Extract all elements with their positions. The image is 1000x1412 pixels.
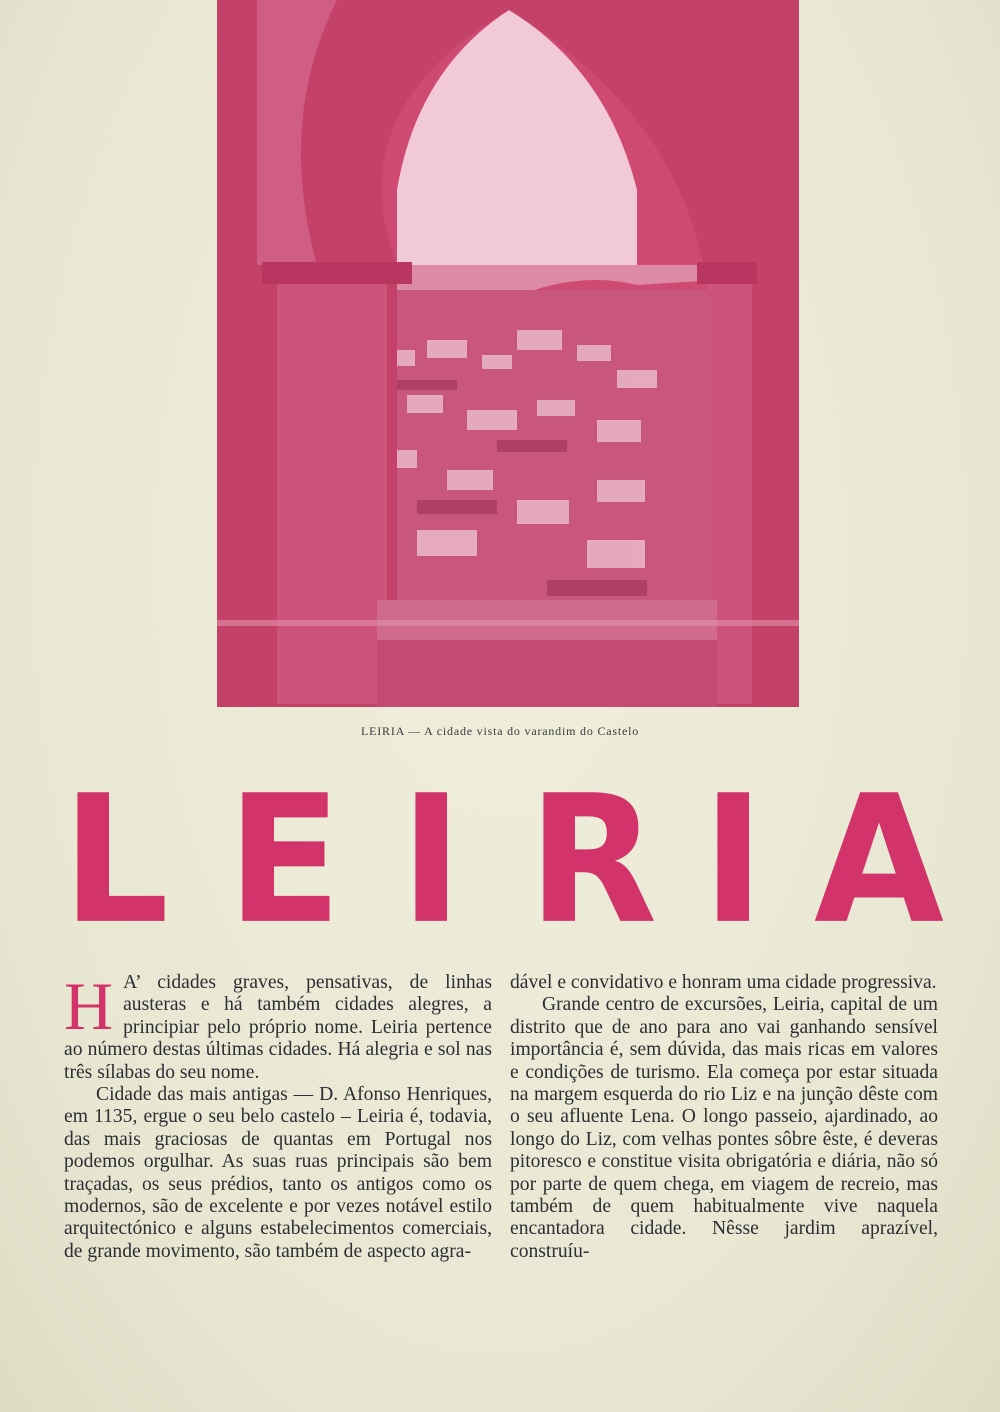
gothic-arch-view-icon [217, 0, 799, 707]
title-letter-i2: I [702, 757, 765, 963]
article-paragraph: dável e convidativo e honram uma cidade progressiva. [510, 972, 937, 993]
title-letter-r: R [528, 757, 658, 963]
page-title [62, 757, 952, 963]
drop-cap: H [64, 968, 114, 1044]
photo-caption: LEIRIA — A cidade vista do varandim do Castelo [360, 724, 640, 738]
title-letter-e: E [227, 757, 342, 963]
article-paragraph: Grande centro de excursões, Leiria, capital de um distrito que de ano para ano vai ganhando sensível importância é, sem dúvida, das mais ricas em valores e condições de turismo. Ela começa por estar situada na margem esquerda do rio Liz e na junção dêste com o seu afluente Lena. O longo passeio, ajardinado, ao longo do Liz, com velhas pontes sôbre êste, é deveras pitoresco e constitue visita obrigatória e diária, não só por parte de quem chega, em viagem de recreio, mas também de quem habitualmente vive naquela encantadora cidade. Nêsse jardim aprazível, construíu- [510, 994, 938, 1262]
title-letter-a: A [814, 757, 945, 963]
article-paragraph: H A’ cidades graves, pensativas, de linhas austeras e há também cidades alegres, a principiar pelo próprio nome. Leiria pertence ao número destas últimas cidades. Há alegria e sol nas três sílabas do seu nome. [64, 968, 492, 1083]
article-column-right [510, 972, 938, 1263]
castle-balcony-photo [217, 0, 799, 707]
title-letter-i: I [400, 757, 463, 963]
article-column-left [64, 968, 492, 1263]
title-letter-l: L [62, 757, 170, 963]
article-paragraph: Cidade das mais antigas — D. Afonso Henriques, em 1135, ergue o seu belo castelo – Leiria é, todavia, das mais graciosas de quantas em Portugal nos podemos orgulhar. As suas ruas principais são bem traçadas, os seus prédios, tanto os antigos como os modernos, são de excelente e por vezes notável estilo arquitectónico e alguns estabelecimentos comerciais, de grande movimento, são também de aspecto agra- [64, 1084, 492, 1262]
